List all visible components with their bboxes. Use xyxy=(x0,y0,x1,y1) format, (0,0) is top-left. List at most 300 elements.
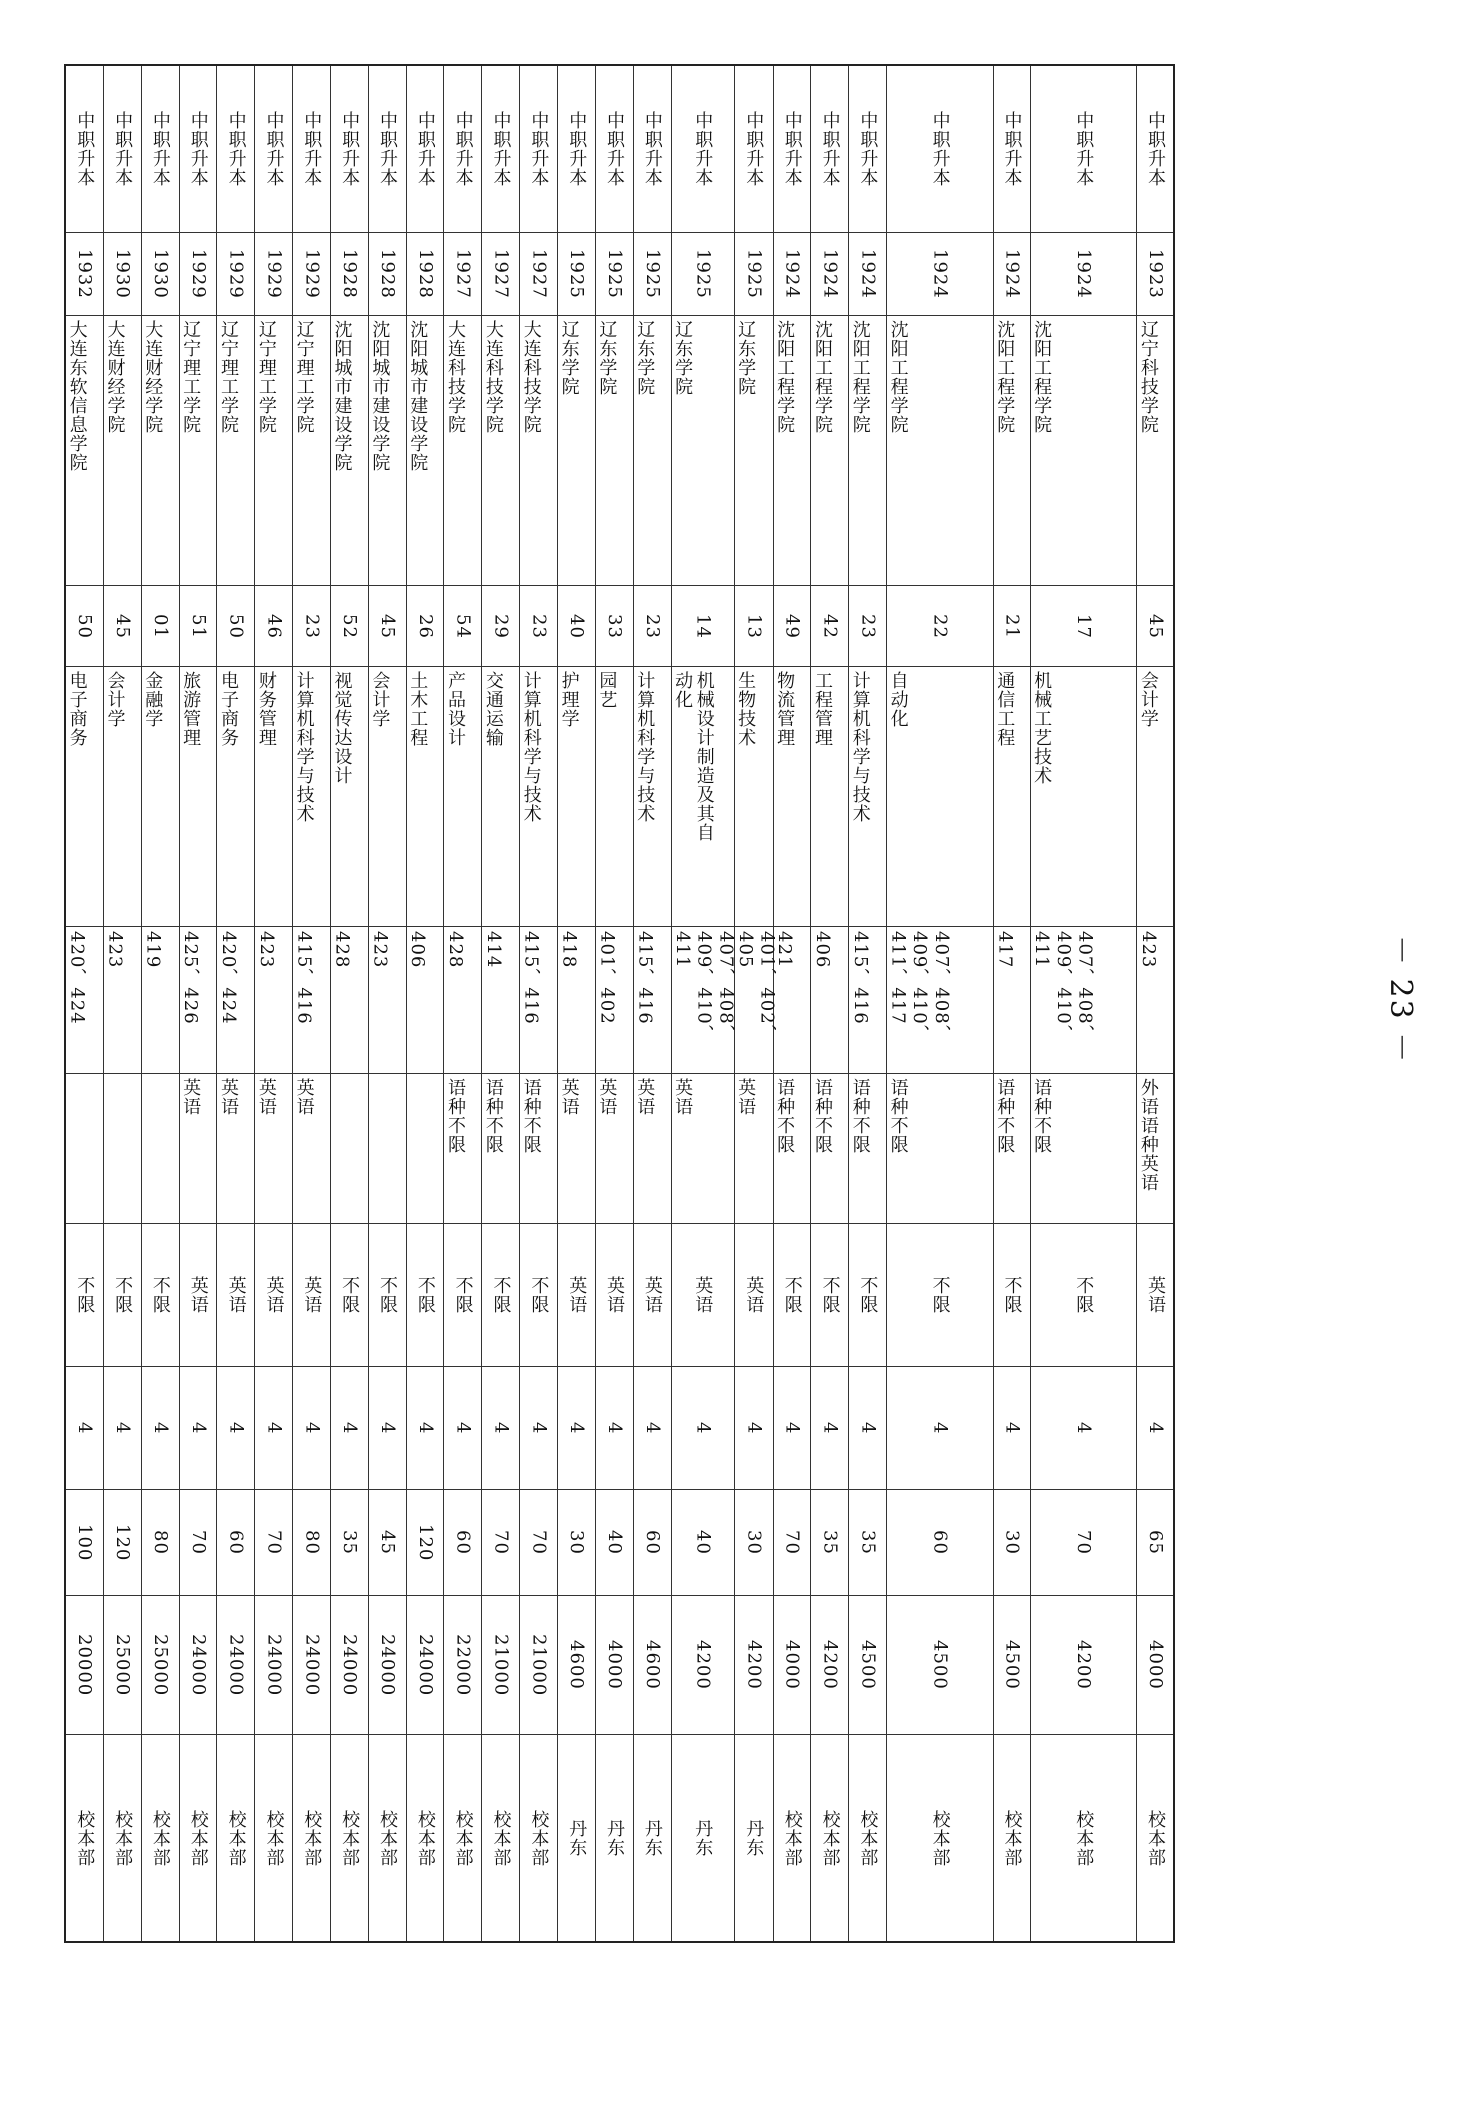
cell-language-requirement: 英语 xyxy=(735,1074,773,1224)
cell-campus: 校本部 xyxy=(301,1809,323,1867)
cell-plan: 70 xyxy=(1031,1490,1137,1596)
cell-campus: 校本部 xyxy=(819,1809,841,1867)
cell-major-code: 49 xyxy=(774,586,811,667)
cell-fee: 4200 xyxy=(811,1596,848,1735)
cell-major: 产品设计 xyxy=(444,667,481,927)
cell-code: 1928 xyxy=(331,233,368,316)
cell-years: 4 xyxy=(255,1367,292,1490)
cell-code: 1925 xyxy=(735,233,773,316)
cell-language: 不限 xyxy=(520,1224,557,1367)
cell-major-code: 51 xyxy=(180,586,217,667)
cell-subject: 415、416 xyxy=(520,927,557,1074)
admission-table xyxy=(64,64,1175,1943)
cell-school: 辽东学院 xyxy=(672,316,734,586)
cell-code: 1925 xyxy=(596,233,633,316)
cell-school: 沈阳城市建设学院 xyxy=(369,316,406,586)
cell-campus: 校本部 xyxy=(781,1809,803,1867)
cell-fee: 4200 xyxy=(1031,1596,1137,1735)
cell-subject: 415、416 xyxy=(849,927,886,1074)
cell-type: 中职升本 xyxy=(1031,66,1137,233)
cell-campus: 校本部 xyxy=(1144,1809,1166,1867)
cell-campus: 校本部 xyxy=(187,1809,209,1867)
cell-type: 中职升本 xyxy=(180,66,217,233)
cell-major: 护理学 xyxy=(558,667,595,927)
cell-plan: 80 xyxy=(293,1490,330,1596)
table-row xyxy=(180,66,218,1941)
cell-school: 沈阳工程学院 xyxy=(774,316,811,586)
cell-language-requirement xyxy=(331,1074,368,1224)
cell-major: 计算机科学与技术 xyxy=(634,667,671,927)
cell-language: 不限 xyxy=(104,1224,141,1367)
cell-subject: 407、408、 409、410、411 xyxy=(672,927,734,1074)
cell-language: 不限 xyxy=(994,1224,1030,1367)
cell-years: 4 xyxy=(66,1367,103,1490)
cell-code: 1924 xyxy=(887,233,993,316)
cell-campus: 校本部 xyxy=(339,1809,361,1867)
cell-major-code: 33 xyxy=(596,586,633,667)
cell-school: 沈阳城市建设学院 xyxy=(331,316,368,586)
cell-subject: 423 xyxy=(104,927,141,1074)
cell-language-requirement: 语种不限 xyxy=(444,1074,481,1224)
cell-major: 金融学 xyxy=(142,667,179,927)
cell-type: 中职升本 xyxy=(331,66,368,233)
cell-fee: 21000 xyxy=(520,1596,557,1735)
cell-years: 4 xyxy=(331,1367,368,1490)
cell-major-code: 45 xyxy=(1137,586,1173,667)
cell-major-code: 29 xyxy=(482,586,519,667)
cell-campus: 校本部 xyxy=(490,1809,512,1867)
cell-major-code: 40 xyxy=(558,586,595,667)
cell-language: 英语 xyxy=(180,1224,217,1367)
cell-language: 不限 xyxy=(1031,1224,1137,1367)
cell-plan: 70 xyxy=(774,1490,811,1596)
cell-fee: 22000 xyxy=(444,1596,481,1735)
cell-plan: 60 xyxy=(444,1490,481,1596)
cell-code: 1924 xyxy=(774,233,811,316)
table-row xyxy=(994,66,1031,1941)
cell-major-code: 52 xyxy=(331,586,368,667)
cell-major-code: 23 xyxy=(849,586,886,667)
cell-major: 工程管理 xyxy=(811,667,848,927)
cell-plan: 35 xyxy=(811,1490,848,1596)
cell-years: 4 xyxy=(1137,1367,1173,1490)
cell-language-requirement: 语种不限 xyxy=(520,1074,557,1224)
cell-subject: 406 xyxy=(811,927,848,1074)
cell-language: 英语 xyxy=(255,1224,292,1367)
cell-major: 计算机科学与技术 xyxy=(293,667,330,927)
cell-years: 4 xyxy=(849,1367,886,1490)
cell-code: 1929 xyxy=(255,233,292,316)
cell-campus: 丹东 xyxy=(604,1819,626,1857)
cell-plan: 70 xyxy=(482,1490,519,1596)
cell-subject: 428 xyxy=(444,927,481,1074)
cell-language: 英语 xyxy=(596,1224,633,1367)
cell-major: 视觉传达设计 xyxy=(331,667,368,927)
cell-major: 机械工艺技术 xyxy=(1031,667,1137,927)
table-row xyxy=(142,66,180,1941)
table-row xyxy=(672,66,735,1941)
cell-years: 4 xyxy=(1031,1367,1137,1490)
cell-school: 辽东学院 xyxy=(558,316,595,586)
cell-language-requirement: 语种不限 xyxy=(1031,1074,1137,1224)
cell-subject: 417 xyxy=(994,927,1030,1074)
cell-plan: 70 xyxy=(180,1490,217,1596)
cell-years: 4 xyxy=(444,1367,481,1490)
cell-language-requirement: 语种不限 xyxy=(811,1074,848,1224)
cell-language: 英语 xyxy=(672,1224,734,1367)
cell-major: 土木工程 xyxy=(407,667,444,927)
cell-plan: 35 xyxy=(849,1490,886,1596)
cell-years: 4 xyxy=(293,1367,330,1490)
cell-school: 大连东软信息学院 xyxy=(66,316,103,586)
cell-language-requirement: 英语 xyxy=(634,1074,671,1224)
cell-language: 英语 xyxy=(1137,1224,1173,1367)
table-row xyxy=(811,66,849,1941)
cell-language: 不限 xyxy=(407,1224,444,1367)
cell-fee: 4000 xyxy=(774,1596,811,1735)
cell-major-code: 45 xyxy=(104,586,141,667)
cell-plan: 45 xyxy=(369,1490,406,1596)
cell-language: 不限 xyxy=(331,1224,368,1367)
cell-language: 不限 xyxy=(66,1224,103,1367)
cell-subject: 423 xyxy=(255,927,292,1074)
cell-language-requirement: 英语 xyxy=(596,1074,633,1224)
table-row xyxy=(331,66,369,1941)
cell-subject: 425、426 xyxy=(180,927,217,1074)
table-row xyxy=(596,66,634,1941)
cell-school: 大连科技学院 xyxy=(482,316,519,586)
table-row xyxy=(407,66,445,1941)
cell-major-code: 42 xyxy=(811,586,848,667)
cell-major: 财务管理 xyxy=(255,667,292,927)
table-row xyxy=(369,66,407,1941)
cell-fee: 24000 xyxy=(369,1596,406,1735)
cell-language: 不限 xyxy=(142,1224,179,1367)
cell-language: 不限 xyxy=(482,1224,519,1367)
cell-language: 不限 xyxy=(444,1224,481,1367)
cell-major: 机械设计制造及其自 动化 xyxy=(672,667,734,927)
cell-code: 1927 xyxy=(444,233,481,316)
cell-language-requirement xyxy=(104,1074,141,1224)
cell-language-requirement: 外语语种英语 xyxy=(1137,1074,1173,1224)
table-row xyxy=(849,66,887,1941)
cell-subject: 415、416 xyxy=(293,927,330,1074)
cell-code: 1929 xyxy=(293,233,330,316)
cell-code: 1930 xyxy=(104,233,141,316)
cell-school: 大连财经学院 xyxy=(104,316,141,586)
cell-type: 中职升本 xyxy=(735,66,773,233)
cell-language-requirement: 英语 xyxy=(217,1074,254,1224)
cell-subject: 414 xyxy=(482,927,519,1074)
cell-plan: 120 xyxy=(104,1490,141,1596)
cell-subject: 407、408、 409、410、 411、417 xyxy=(887,927,993,1074)
cell-subject: 401、402、405 xyxy=(735,927,773,1074)
cell-fee: 24000 xyxy=(407,1596,444,1735)
cell-campus: 丹东 xyxy=(641,1819,663,1857)
cell-school: 辽东学院 xyxy=(735,316,773,586)
cell-type: 中职升本 xyxy=(596,66,633,233)
cell-school: 大连财经学院 xyxy=(142,316,179,586)
cell-school: 辽宁理工学院 xyxy=(217,316,254,586)
cell-language-requirement: 语种不限 xyxy=(849,1074,886,1224)
cell-language-requirement: 语种不限 xyxy=(994,1074,1030,1224)
cell-subject: 423 xyxy=(1137,927,1173,1074)
cell-type: 中职升本 xyxy=(520,66,557,233)
cell-subject: 415、416 xyxy=(634,927,671,1074)
cell-language: 不限 xyxy=(849,1224,886,1367)
cell-campus: 校本部 xyxy=(857,1809,879,1867)
cell-school: 大连科技学院 xyxy=(520,316,557,586)
table-row xyxy=(444,66,482,1941)
cell-type: 中职升本 xyxy=(482,66,519,233)
cell-code: 1924 xyxy=(994,233,1030,316)
cell-years: 4 xyxy=(994,1367,1030,1490)
cell-plan: 80 xyxy=(142,1490,179,1596)
cell-major-code: 01 xyxy=(142,586,179,667)
cell-school: 沈阳工程学院 xyxy=(849,316,886,586)
cell-fee: 25000 xyxy=(104,1596,141,1735)
cell-major: 物流管理 xyxy=(774,667,811,927)
cell-type: 中职升本 xyxy=(994,66,1030,233)
cell-fee: 4500 xyxy=(849,1596,886,1735)
cell-type: 中职升本 xyxy=(811,66,848,233)
cell-campus: 丹东 xyxy=(566,1819,588,1857)
cell-years: 4 xyxy=(407,1367,444,1490)
cell-major-code: 54 xyxy=(444,586,481,667)
cell-code: 1925 xyxy=(558,233,595,316)
cell-fee: 25000 xyxy=(142,1596,179,1735)
cell-fee: 4200 xyxy=(735,1596,773,1735)
cell-campus: 校本部 xyxy=(376,1809,398,1867)
cell-type: 中职升本 xyxy=(1137,66,1173,233)
cell-major: 会计学 xyxy=(1137,667,1173,927)
cell-years: 4 xyxy=(634,1367,671,1490)
cell-code: 1930 xyxy=(142,233,179,316)
cell-language-requirement: 英语 xyxy=(255,1074,292,1224)
cell-subject: 401、402 xyxy=(596,927,633,1074)
cell-school: 沈阳工程学院 xyxy=(994,316,1030,586)
cell-fee: 24000 xyxy=(217,1596,254,1735)
table-row xyxy=(217,66,255,1941)
cell-type: 中职升本 xyxy=(407,66,444,233)
cell-years: 4 xyxy=(217,1367,254,1490)
cell-years: 4 xyxy=(180,1367,217,1490)
cell-code: 1924 xyxy=(849,233,886,316)
cell-code: 1929 xyxy=(217,233,254,316)
cell-years: 4 xyxy=(887,1367,993,1490)
cell-fee: 4000 xyxy=(596,1596,633,1735)
cell-code: 1927 xyxy=(482,233,519,316)
cell-major-code: 46 xyxy=(255,586,292,667)
cell-years: 4 xyxy=(369,1367,406,1490)
cell-major: 自动化 xyxy=(887,667,993,927)
cell-major: 会计学 xyxy=(369,667,406,927)
cell-major-code: 14 xyxy=(672,586,734,667)
cell-code: 1928 xyxy=(407,233,444,316)
cell-language-requirement: 英语 xyxy=(180,1074,217,1224)
cell-campus: 校本部 xyxy=(414,1809,436,1867)
cell-language: 不限 xyxy=(887,1224,993,1367)
cell-major: 通信工程 xyxy=(994,667,1030,927)
table-row xyxy=(887,66,994,1941)
cell-subject: 428 xyxy=(331,927,368,1074)
cell-school: 辽宁理工学院 xyxy=(255,316,292,586)
cell-fee: 24000 xyxy=(255,1596,292,1735)
cell-campus: 校本部 xyxy=(452,1809,474,1867)
cell-plan: 60 xyxy=(887,1490,993,1596)
cell-plan: 40 xyxy=(596,1490,633,1596)
cell-major-code: 17 xyxy=(1031,586,1137,667)
cell-code: 1923 xyxy=(1137,233,1173,316)
cell-language-requirement: 英语 xyxy=(558,1074,595,1224)
cell-code: 1924 xyxy=(811,233,848,316)
table-row xyxy=(104,66,142,1941)
cell-plan: 30 xyxy=(558,1490,595,1596)
cell-type: 中职升本 xyxy=(293,66,330,233)
cell-type: 中职升本 xyxy=(66,66,103,233)
cell-language: 不限 xyxy=(774,1224,811,1367)
cell-fee: 4000 xyxy=(1137,1596,1173,1735)
cell-language: 不限 xyxy=(369,1224,406,1367)
cell-type: 中职升本 xyxy=(369,66,406,233)
cell-fee: 4500 xyxy=(994,1596,1030,1735)
cell-campus: 校本部 xyxy=(149,1809,171,1867)
table-row xyxy=(255,66,293,1941)
cell-major-code: 26 xyxy=(407,586,444,667)
cell-major-code: 23 xyxy=(520,586,557,667)
cell-years: 4 xyxy=(142,1367,179,1490)
table-row xyxy=(482,66,520,1941)
page-number: － 23 － xyxy=(1383,935,1418,1065)
cell-plan: 65 xyxy=(1137,1490,1173,1596)
cell-subject: 419 xyxy=(142,927,179,1074)
cell-subject: 418 xyxy=(558,927,595,1074)
cell-language: 英语 xyxy=(735,1224,773,1367)
cell-fee: 24000 xyxy=(331,1596,368,1735)
cell-campus: 校本部 xyxy=(929,1809,951,1867)
cell-major: 交通运输 xyxy=(482,667,519,927)
cell-major-code: 21 xyxy=(994,586,1030,667)
cell-school: 大连科技学院 xyxy=(444,316,481,586)
cell-type: 中职升本 xyxy=(444,66,481,233)
cell-major: 会计学 xyxy=(104,667,141,927)
cell-subject: 420、424 xyxy=(217,927,254,1074)
table-row xyxy=(774,66,812,1941)
cell-major: 生物技术 xyxy=(735,667,773,927)
cell-school: 沈阳工程学院 xyxy=(811,316,848,586)
cell-campus: 校本部 xyxy=(112,1809,134,1867)
cell-major: 计算机科学与技术 xyxy=(849,667,886,927)
cell-plan: 60 xyxy=(634,1490,671,1596)
cell-language-requirement xyxy=(142,1074,179,1224)
cell-school: 辽东学院 xyxy=(596,316,633,586)
cell-type: 中职升本 xyxy=(887,66,993,233)
cell-subject: 407、408、 409、410、411 xyxy=(1031,927,1137,1074)
table-row xyxy=(66,66,104,1941)
cell-campus: 校本部 xyxy=(225,1809,247,1867)
cell-language-requirement: 英语 xyxy=(672,1074,734,1224)
cell-plan: 70 xyxy=(255,1490,292,1596)
table-row xyxy=(1031,66,1138,1941)
cell-major-code: 23 xyxy=(293,586,330,667)
cell-campus: 丹东 xyxy=(692,1819,714,1857)
cell-school: 沈阳城市建设学院 xyxy=(407,316,444,586)
cell-plan: 40 xyxy=(672,1490,734,1596)
cell-major-code: 50 xyxy=(66,586,103,667)
cell-major-code: 13 xyxy=(735,586,773,667)
cell-type: 中职升本 xyxy=(255,66,292,233)
cell-major-code: 45 xyxy=(369,586,406,667)
cell-fee: 4600 xyxy=(634,1596,671,1735)
cell-years: 4 xyxy=(672,1367,734,1490)
cell-type: 中职升本 xyxy=(634,66,671,233)
cell-type: 中职升本 xyxy=(217,66,254,233)
cell-school: 辽宁科技学院 xyxy=(1137,316,1173,586)
cell-major: 计算机科学与技术 xyxy=(520,667,557,927)
cell-subject: 420、424 xyxy=(66,927,103,1074)
cell-plan: 70 xyxy=(520,1490,557,1596)
cell-language-requirement xyxy=(369,1074,406,1224)
table-row xyxy=(293,66,331,1941)
cell-years: 4 xyxy=(735,1367,773,1490)
cell-fee: 24000 xyxy=(180,1596,217,1735)
cell-type: 中职升本 xyxy=(774,66,811,233)
cell-major-code: 22 xyxy=(887,586,993,667)
cell-type: 中职升本 xyxy=(558,66,595,233)
cell-language-requirement: 语种不限 xyxy=(482,1074,519,1224)
cell-fee: 21000 xyxy=(482,1596,519,1735)
cell-type: 中职升本 xyxy=(849,66,886,233)
cell-plan: 35 xyxy=(331,1490,368,1596)
cell-type: 中职升本 xyxy=(142,66,179,233)
cell-plan: 120 xyxy=(407,1490,444,1596)
cell-language: 英语 xyxy=(217,1224,254,1367)
cell-subject: 421 xyxy=(774,927,811,1074)
cell-code: 1925 xyxy=(672,233,734,316)
cell-major: 电子商务 xyxy=(66,667,103,927)
cell-school: 沈阳工程学院 xyxy=(887,316,993,586)
cell-type: 中职升本 xyxy=(104,66,141,233)
table-row xyxy=(520,66,558,1941)
cell-fee: 4500 xyxy=(887,1596,993,1735)
cell-plan: 100 xyxy=(66,1490,103,1596)
cell-major: 旅游管理 xyxy=(180,667,217,927)
cell-language: 英语 xyxy=(634,1224,671,1367)
table-row xyxy=(1137,66,1173,1941)
cell-school: 沈阳工程学院 xyxy=(1031,316,1137,586)
table-row xyxy=(558,66,596,1941)
cell-years: 4 xyxy=(520,1367,557,1490)
cell-subject: 406 xyxy=(407,927,444,1074)
cell-plan: 30 xyxy=(735,1490,773,1596)
cell-major-code: 23 xyxy=(634,586,671,667)
cell-years: 4 xyxy=(811,1367,848,1490)
cell-language-requirement: 语种不限 xyxy=(887,1074,993,1224)
cell-school: 辽东学院 xyxy=(634,316,671,586)
cell-code: 1928 xyxy=(369,233,406,316)
cell-language-requirement xyxy=(407,1074,444,1224)
cell-campus: 校本部 xyxy=(263,1809,285,1867)
cell-language-requirement: 英语 xyxy=(293,1074,330,1224)
cell-code: 1932 xyxy=(66,233,103,316)
cell-campus: 丹东 xyxy=(743,1819,765,1857)
cell-plan: 60 xyxy=(217,1490,254,1596)
cell-subject: 423 xyxy=(369,927,406,1074)
cell-code: 1929 xyxy=(180,233,217,316)
cell-years: 4 xyxy=(774,1367,811,1490)
cell-years: 4 xyxy=(482,1367,519,1490)
cell-fee: 20000 xyxy=(66,1596,103,1735)
